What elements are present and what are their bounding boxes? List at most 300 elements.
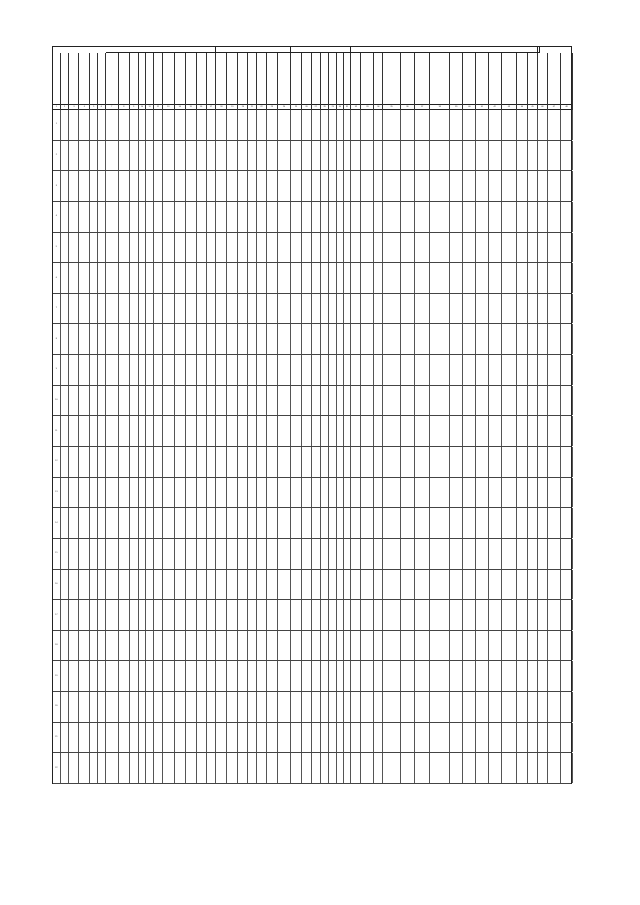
table-cell	[119, 692, 130, 722]
table-cell	[207, 416, 217, 446]
table-cell	[248, 416, 257, 446]
table-cell	[248, 110, 257, 140]
table-cell	[361, 447, 374, 477]
table-cell	[517, 753, 528, 783]
table-cell	[321, 233, 330, 263]
table-cell	[344, 263, 352, 293]
table-cell	[489, 416, 502, 446]
table-cell	[337, 355, 344, 385]
table-row	[53, 141, 571, 172]
table-cell	[302, 386, 312, 416]
column-number: 32	[351, 105, 361, 110]
table-cell	[278, 508, 291, 538]
table-row	[53, 570, 571, 601]
table-cell	[312, 753, 321, 783]
table-cell	[374, 324, 383, 354]
table-cell	[163, 110, 175, 140]
table-cell	[278, 110, 291, 140]
table-cell	[329, 600, 337, 630]
table-cell	[61, 600, 70, 630]
table-cell	[186, 661, 197, 691]
column-header	[374, 53, 383, 105]
table-cell	[278, 294, 291, 324]
column-number: 40	[463, 105, 476, 110]
table-cell	[415, 171, 430, 201]
table-cell	[374, 478, 383, 508]
table-cell	[450, 233, 463, 263]
table-cell	[430, 600, 450, 630]
table-row	[53, 692, 571, 723]
table-cell	[61, 171, 70, 201]
table-cell	[146, 355, 154, 385]
table-cell	[489, 600, 502, 630]
table-cell	[502, 233, 517, 263]
table-cell	[227, 294, 238, 324]
table-cell	[69, 539, 79, 569]
column-number: 3	[69, 105, 79, 110]
table-cell	[291, 600, 302, 630]
table-cell	[197, 141, 207, 171]
table-cell	[278, 386, 291, 416]
table-cell	[489, 692, 502, 722]
table-cell	[528, 202, 538, 232]
table-cell	[197, 355, 207, 385]
table-cell	[351, 539, 361, 569]
table-cell	[502, 416, 517, 446]
table-cell	[186, 263, 197, 293]
table-cell	[175, 692, 186, 722]
table-cell	[257, 570, 267, 600]
table-row	[53, 661, 571, 692]
table-cell	[361, 570, 374, 600]
table-cell	[401, 171, 415, 201]
table-cell	[489, 661, 502, 691]
table-cell	[430, 478, 450, 508]
table-cell	[548, 692, 561, 722]
table-cell	[291, 141, 302, 171]
row-number: 17	[53, 600, 61, 630]
table-cell	[430, 233, 450, 263]
row-number: 10	[53, 386, 61, 416]
table-cell	[337, 386, 344, 416]
table-cell	[312, 263, 321, 293]
table-cell	[216, 692, 227, 722]
table-cell	[476, 202, 488, 232]
table-cell	[450, 386, 463, 416]
column-header	[329, 53, 337, 105]
column-header	[186, 53, 197, 105]
table-cell	[517, 539, 528, 569]
table-cell	[146, 539, 154, 569]
table-cell	[430, 447, 450, 477]
table-cell	[489, 539, 502, 569]
table-cell	[130, 324, 139, 354]
table-cell	[517, 202, 528, 232]
table-cell	[561, 110, 573, 140]
table-cell	[561, 141, 573, 171]
table-cell	[130, 141, 139, 171]
table-cell	[430, 539, 450, 569]
table-cell	[321, 478, 330, 508]
table-cell	[227, 570, 238, 600]
table-cell	[538, 661, 548, 691]
table-cell	[321, 447, 330, 477]
table-cell	[415, 478, 430, 508]
row-number: 9	[53, 355, 61, 385]
column-header	[216, 53, 227, 105]
table-cell	[248, 570, 257, 600]
table-cell	[415, 539, 430, 569]
table-cell	[79, 631, 90, 661]
table-cell	[502, 324, 517, 354]
table-cell	[329, 141, 337, 171]
table-cell	[98, 141, 106, 171]
table-cell	[476, 600, 488, 630]
table-cell	[278, 233, 291, 263]
table-cell	[337, 141, 344, 171]
table-cell	[257, 600, 267, 630]
table-cell	[207, 294, 217, 324]
table-cell	[257, 202, 267, 232]
table-cell	[197, 631, 207, 661]
table-cell	[344, 324, 352, 354]
column-number: 14	[175, 105, 186, 110]
table-cell	[329, 294, 337, 324]
table-cell	[502, 723, 517, 753]
table-cell	[79, 600, 90, 630]
table-cell	[90, 233, 98, 263]
table-cell	[351, 508, 361, 538]
table-cell	[291, 723, 302, 753]
table-cell	[257, 508, 267, 538]
table-cell	[312, 508, 321, 538]
table-cell	[154, 324, 163, 354]
table-cell	[139, 233, 147, 263]
table-cell	[291, 110, 302, 140]
column-header	[248, 53, 257, 105]
table-cell	[517, 447, 528, 477]
table-cell	[361, 202, 374, 232]
column-number: 8	[119, 105, 130, 110]
table-cell	[278, 661, 291, 691]
table-cell	[163, 233, 175, 263]
column-number: 5	[90, 105, 98, 110]
table-cell	[517, 171, 528, 201]
table-cell	[186, 416, 197, 446]
column-number: 23	[267, 105, 278, 110]
row-number: 5	[53, 233, 61, 263]
table-cell	[415, 294, 430, 324]
table-cell	[383, 355, 401, 385]
table-cell	[98, 447, 106, 477]
table-cell	[528, 661, 538, 691]
table-cell	[337, 416, 344, 446]
table-cell	[119, 355, 130, 385]
table-cell	[463, 386, 476, 416]
table-cell	[216, 753, 227, 783]
table-cell	[119, 233, 130, 263]
table-cell	[267, 355, 278, 385]
table-cell	[61, 233, 70, 263]
table-cell	[130, 661, 139, 691]
table-cell	[130, 263, 139, 293]
table-cell	[561, 386, 573, 416]
table-cell	[528, 171, 538, 201]
table-row	[53, 171, 571, 202]
table-cell	[119, 723, 130, 753]
table-cell	[302, 447, 312, 477]
table-cell	[216, 263, 227, 293]
table-cell	[90, 753, 98, 783]
column-header	[538, 53, 548, 105]
table-cell	[450, 723, 463, 753]
table-cell	[351, 202, 361, 232]
table-cell	[291, 753, 302, 783]
table-cell	[69, 661, 79, 691]
table-cell	[186, 294, 197, 324]
table-cell	[216, 233, 227, 263]
table-cell	[238, 110, 248, 140]
table-cell	[154, 171, 163, 201]
table-cell	[69, 233, 79, 263]
table-cell	[238, 570, 248, 600]
table-cell	[238, 416, 248, 446]
table-cell	[154, 202, 163, 232]
column-number: 2	[61, 105, 70, 110]
table-cell	[146, 202, 154, 232]
table-cell	[361, 692, 374, 722]
table-cell	[463, 447, 476, 477]
table-cell	[489, 570, 502, 600]
table-cell	[98, 478, 106, 508]
table-cell	[383, 202, 401, 232]
table-cell	[337, 600, 344, 630]
table-cell	[90, 631, 98, 661]
table-cell	[337, 110, 344, 140]
table-cell	[267, 570, 278, 600]
table-cell	[538, 141, 548, 171]
table-cell	[351, 141, 361, 171]
table-cell	[186, 723, 197, 753]
table-cell	[312, 723, 321, 753]
table-cell	[528, 355, 538, 385]
table-cell	[216, 539, 227, 569]
table-cell	[79, 386, 90, 416]
table-cell	[61, 386, 70, 416]
table-cell	[238, 600, 248, 630]
table-cell	[146, 631, 154, 661]
table-cell	[154, 110, 163, 140]
table-cell	[175, 294, 186, 324]
table-cell	[267, 753, 278, 783]
table-cell	[106, 631, 119, 661]
table-cell	[517, 141, 528, 171]
table-cell	[79, 263, 90, 293]
table-cell	[302, 631, 312, 661]
table-cell	[383, 600, 401, 630]
table-cell	[197, 692, 207, 722]
column-header	[207, 53, 217, 105]
table-cell	[548, 141, 561, 171]
table-cell	[329, 386, 337, 416]
table-cell	[351, 447, 361, 477]
table-cell	[302, 539, 312, 569]
table-cell	[302, 324, 312, 354]
table-cell	[302, 294, 312, 324]
table-cell	[321, 386, 330, 416]
table-cell	[139, 416, 147, 446]
table-cell	[489, 141, 502, 171]
table-row	[53, 539, 571, 570]
table-cell	[90, 478, 98, 508]
table-cell	[106, 171, 119, 201]
table-cell	[106, 294, 119, 324]
column-header	[278, 53, 291, 105]
table-cell	[175, 233, 186, 263]
table-cell	[415, 447, 430, 477]
table-cell	[302, 263, 312, 293]
table-cell	[548, 570, 561, 600]
table-cell	[227, 202, 238, 232]
table-cell	[561, 753, 573, 783]
table-cell	[238, 661, 248, 691]
column-number: 22	[257, 105, 267, 110]
table-row	[53, 324, 571, 355]
table-cell	[216, 723, 227, 753]
table-cell	[517, 723, 528, 753]
table-cell	[528, 233, 538, 263]
table-cell	[302, 355, 312, 385]
table-cell	[312, 539, 321, 569]
table-cell	[175, 508, 186, 538]
table-cell	[528, 110, 538, 140]
table-cell	[227, 661, 238, 691]
table-cell	[197, 570, 207, 600]
table-cell	[450, 141, 463, 171]
column-number: 12	[154, 105, 163, 110]
table-cell	[476, 294, 488, 324]
table-cell	[538, 171, 548, 201]
table-cell	[146, 600, 154, 630]
table-cell	[130, 539, 139, 569]
column-number: 21	[248, 105, 257, 110]
table-cell	[248, 508, 257, 538]
table-cell	[561, 600, 573, 630]
table-cell	[383, 233, 401, 263]
table-cell	[154, 661, 163, 691]
table-cell	[238, 508, 248, 538]
table-row	[53, 355, 571, 386]
table-cell	[476, 631, 488, 661]
table-cell	[248, 661, 257, 691]
column-number: 6	[98, 105, 106, 110]
table-cell	[90, 141, 98, 171]
table-cell	[374, 753, 383, 783]
table-cell	[383, 753, 401, 783]
table-cell	[337, 753, 344, 783]
table-cell	[450, 294, 463, 324]
table-cell	[502, 447, 517, 477]
table-cell	[267, 233, 278, 263]
table-cell	[119, 324, 130, 354]
table-cell	[401, 661, 415, 691]
table-cell	[561, 661, 573, 691]
table-cell	[175, 263, 186, 293]
table-cell	[361, 324, 374, 354]
column-header	[98, 53, 106, 105]
table-cell	[216, 355, 227, 385]
table-cell	[361, 753, 374, 783]
table-cell	[278, 478, 291, 508]
table-cell	[291, 570, 302, 600]
table-cell	[248, 141, 257, 171]
table-cell	[248, 324, 257, 354]
table-cell	[291, 447, 302, 477]
table-cell	[463, 753, 476, 783]
table-cell	[291, 263, 302, 293]
table-cell	[227, 539, 238, 569]
table-cell	[197, 661, 207, 691]
table-cell	[98, 692, 106, 722]
table-cell	[227, 355, 238, 385]
table-cell	[291, 171, 302, 201]
table-cell	[528, 263, 538, 293]
table-cell	[489, 508, 502, 538]
table-cell	[146, 753, 154, 783]
table-cell	[502, 692, 517, 722]
table-cell	[302, 202, 312, 232]
table-cell	[528, 508, 538, 538]
table-cell	[344, 539, 352, 569]
table-cell	[227, 631, 238, 661]
table-cell	[207, 478, 217, 508]
table-cell	[561, 233, 573, 263]
table-cell	[401, 723, 415, 753]
table-cell	[139, 447, 147, 477]
table-cell	[248, 171, 257, 201]
table-cell	[430, 324, 450, 354]
column-header	[257, 53, 267, 105]
table-cell	[321, 355, 330, 385]
table-cell	[130, 570, 139, 600]
table-cell	[175, 478, 186, 508]
table-cell	[61, 110, 70, 140]
table-cell	[90, 294, 98, 324]
table-cell	[415, 508, 430, 538]
table-cell	[267, 478, 278, 508]
column-number: 30	[337, 105, 344, 110]
table-cell	[415, 233, 430, 263]
table-cell	[312, 233, 321, 263]
table-cell	[257, 478, 267, 508]
table-cell	[175, 631, 186, 661]
table-cell	[538, 110, 548, 140]
table-cell	[90, 661, 98, 691]
table-cell	[146, 416, 154, 446]
table-cell	[476, 539, 488, 569]
table-cell	[163, 416, 175, 446]
table-cell	[337, 294, 344, 324]
table-cell	[321, 539, 330, 569]
table-cell	[489, 202, 502, 232]
table-cell	[312, 631, 321, 661]
table-cell	[430, 110, 450, 140]
table-cell	[207, 692, 217, 722]
column-header	[401, 53, 415, 105]
table-cell	[79, 661, 90, 691]
table-cell	[502, 263, 517, 293]
table-cell	[401, 600, 415, 630]
